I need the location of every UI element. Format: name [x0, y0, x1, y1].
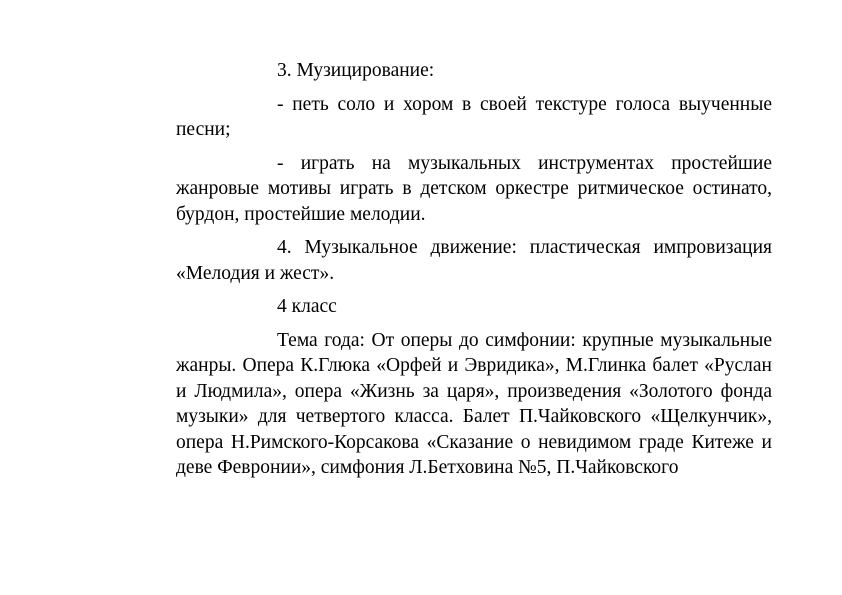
document-page — [176, 58, 772, 481]
paragraph-music-movement: 4. Музыкальное движение: пластическая импровизация «Мелодия и жест». — [176, 237, 772, 284]
paragraph-singing: - петь соло и хором в своей текстуре голоса выученные песни; — [176, 93, 772, 140]
paragraph-instruments: - играть на музыкальных инструментах простейшие жанровые мотивы играть в детском оркестре ритмическое остинато, бурдон, простейшие мелодии. — [176, 152, 772, 225]
paragraph-grade-heading: 4 класс — [277, 296, 337, 317]
paragraph-music-making-heading: 3. Музицирование: — [277, 60, 435, 81]
paragraph-year-theme: Тема года: От оперы до симфонии: крупные музыкальные жанры. Опера К.Глюка «Орфей и Эвридика», М.Глинка балет «Руслан и Людмила», опера «Жизнь за царя», произведения «Золотого фонда музыки» для четвертого класса. Балет П.Чайковского «Щелкунчик», опера Н.Римского-Корсакова «Сказание о невидимом граде Китеже и деве Февронии», симфония Л.Бетховина №5, П.Чайковского — [176, 329, 772, 478]
